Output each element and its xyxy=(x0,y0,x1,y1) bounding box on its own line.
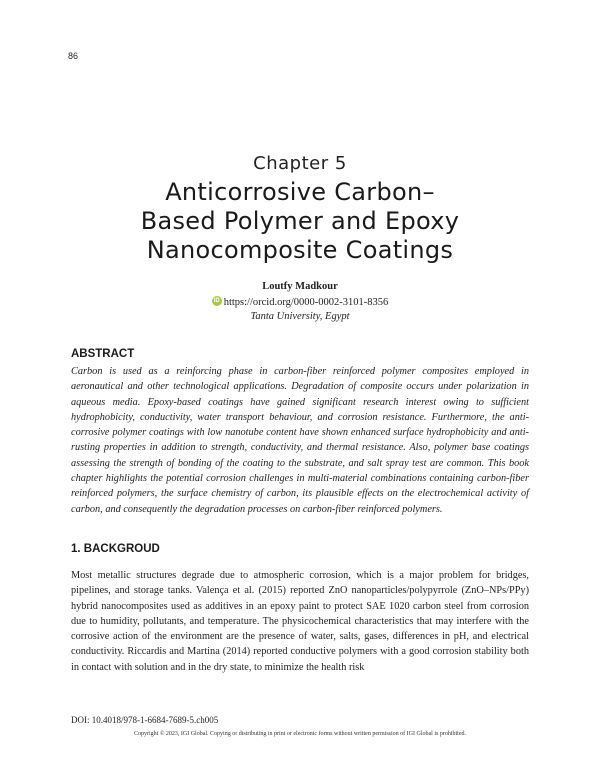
chapter-title-line: Based Polymer and Epoxy xyxy=(140,207,460,235)
chapter-label: Chapter 5 xyxy=(253,153,347,174)
page-number: 86 xyxy=(68,51,79,61)
abstract-heading: ABSTRACT xyxy=(71,348,135,360)
orcid-line xyxy=(0,296,600,308)
chapter-title-line: Nanocomposite Coatings xyxy=(146,236,454,264)
author-affiliation: Tanta University, Egypt xyxy=(250,311,350,322)
chapter-title-line: Anticorrosive Carbon– xyxy=(165,178,435,206)
orcid-link[interactable]: https://orcid.org/0000-0002-3101-8356 xyxy=(223,297,389,308)
doi: DOI: 10.4018/978-1-6684-7689-5.ch005 xyxy=(71,715,219,725)
author-name: Loutfy Madkour xyxy=(262,281,338,292)
section-heading: 1. BACKGROUD xyxy=(71,543,160,555)
orcid-icon-text: iD xyxy=(213,298,220,304)
section-body-text: Most metallic structures degrade due to atmospheric corrosion, which is a major problem for bridges, pipelines, and storage tanks. Valença et al. (2015) reported ZnO nanoparticles/polypyrrole (ZnO–NPs/PPy) hybrid nanocomposites used as additives in an epoxy paint to protect SAE 1020 carbon steel from corrosion due to humidity, pollutants, and temperature. The physicochemical characteristics that may interfere with the corrosive action of the environment are the presence of water, salts, gases, differences in pH, and electrical conductivity. Riccardis and Martina (2014) reported conductive polymers with a good corrosion stability both in contact with solution and in the dry state, to minimize the health risk xyxy=(71,570,529,673)
copyright-notice: Copyright © 2023, IGI Global. Copying or distributing in print or electronic forms without written permission of IGI Global is prohibited. xyxy=(133,731,466,737)
orcid-icon xyxy=(212,296,222,306)
abstract-text: Carbon is used as a reinforcing phase in carbon-fiber reinforced polymer composites employed in aeronautical and other technological applications. Degradation of composite occurs under polarization in aqueous media. Epoxy-based coatings have gained significant research interest owing to sufficient hydrophobicity, conductivity, water transport behaviour, and corrosion resistance. Furthermore, the anti-corrosive polymer coatings with low nanotube content have shown enhanced surface hydrophobicity and anti-rusting properties in addition to strength, conductivity, and thermal resistance. Also, polymer base coatings assessing the strength of bonding of the coating to the substrate, and salt spray test are common. This book chapter highlights the potential corrosion challenges in multi-material combinations containing carbon-fiber reinforced polymers, the surface chemistry of carbon, its plausible effects on the electrochemical activity of carbon, and consequently the degradation processes on carbon-fiber reinforced polymers. xyxy=(71,366,529,515)
chapter-title xyxy=(60,178,540,265)
